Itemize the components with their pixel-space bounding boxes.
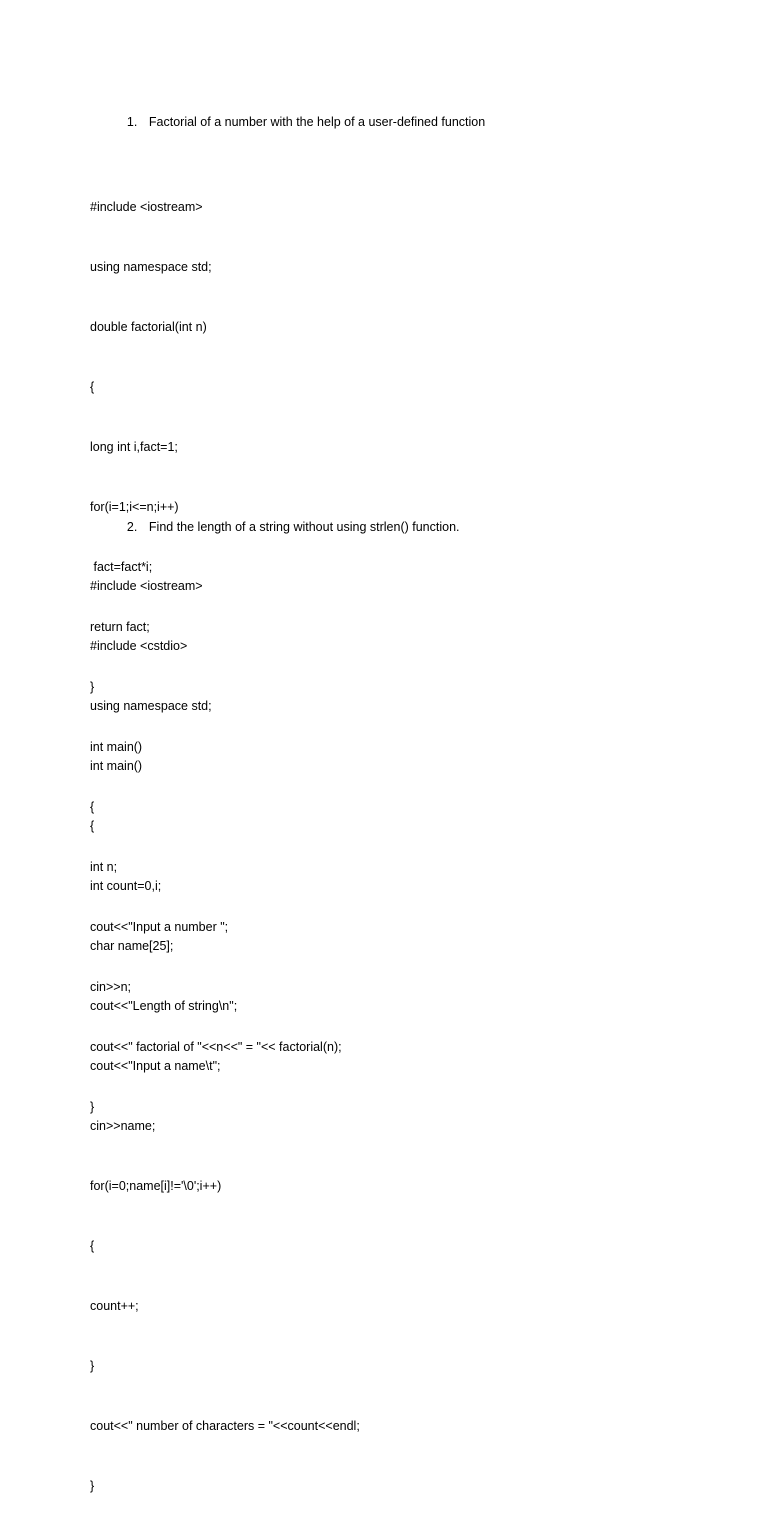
code-line: #include <cstdio> — [90, 639, 188, 653]
code-line: fact=fact*i; — [90, 560, 153, 574]
code-line: } — [90, 1479, 95, 1493]
code-line: } — [90, 680, 95, 694]
code-line: { — [90, 819, 95, 833]
code-line: { — [90, 800, 95, 814]
code-line: int count=0,i; — [90, 879, 162, 893]
code-line: count++; — [90, 1299, 139, 1313]
code-line: long int i,fact=1; — [90, 440, 178, 454]
code-line: { — [90, 380, 95, 394]
code-line: int n; — [90, 860, 118, 874]
section-1-number: 1. — [126, 115, 138, 129]
code-line: } — [90, 1100, 95, 1114]
code-line: cout<<"Length of string\n"; — [90, 999, 238, 1013]
code-line: int main() — [90, 759, 143, 773]
code-line: for(i=1;i<=n;i++) — [90, 500, 179, 514]
code-line: #include <iostream> — [90, 579, 203, 593]
code-line: double factorial(int n) — [90, 320, 207, 334]
code-line: cout<<" factorial of "<<n<<" = "<< factorial(n); — [90, 1040, 342, 1054]
code-line: cin>>name; — [90, 1119, 156, 1133]
code-line: cout<<"Input a number "; — [90, 920, 229, 934]
code-line: cin>>n; — [90, 980, 132, 994]
code-line: cout<<"Input a name\t"; — [90, 1059, 221, 1073]
section-2-number: 2. — [126, 520, 138, 534]
section-1-heading — [113, 92, 485, 152]
code-line: using namespace std; — [90, 699, 212, 713]
code-line: using namespace std; — [90, 260, 212, 274]
code-line: #include <iostream> — [90, 200, 203, 214]
code-line: for(i=0;name[i]!='\0';i++) — [90, 1179, 222, 1193]
code-line: char name[25]; — [90, 939, 174, 953]
section-2-title: Find the length of a string without using strlen() function. — [148, 520, 460, 534]
code-line: cout<<" number of characters = "<<count<<endl; — [90, 1419, 360, 1433]
code-line: int main() — [90, 740, 143, 754]
code-line: { — [90, 1239, 95, 1253]
code-line: } — [90, 1359, 95, 1373]
section-1-title: Factorial of a number with the help of a user-defined function — [148, 115, 486, 129]
code-line: return fact; — [90, 620, 150, 634]
section-2-code — [90, 536, 360, 1536]
